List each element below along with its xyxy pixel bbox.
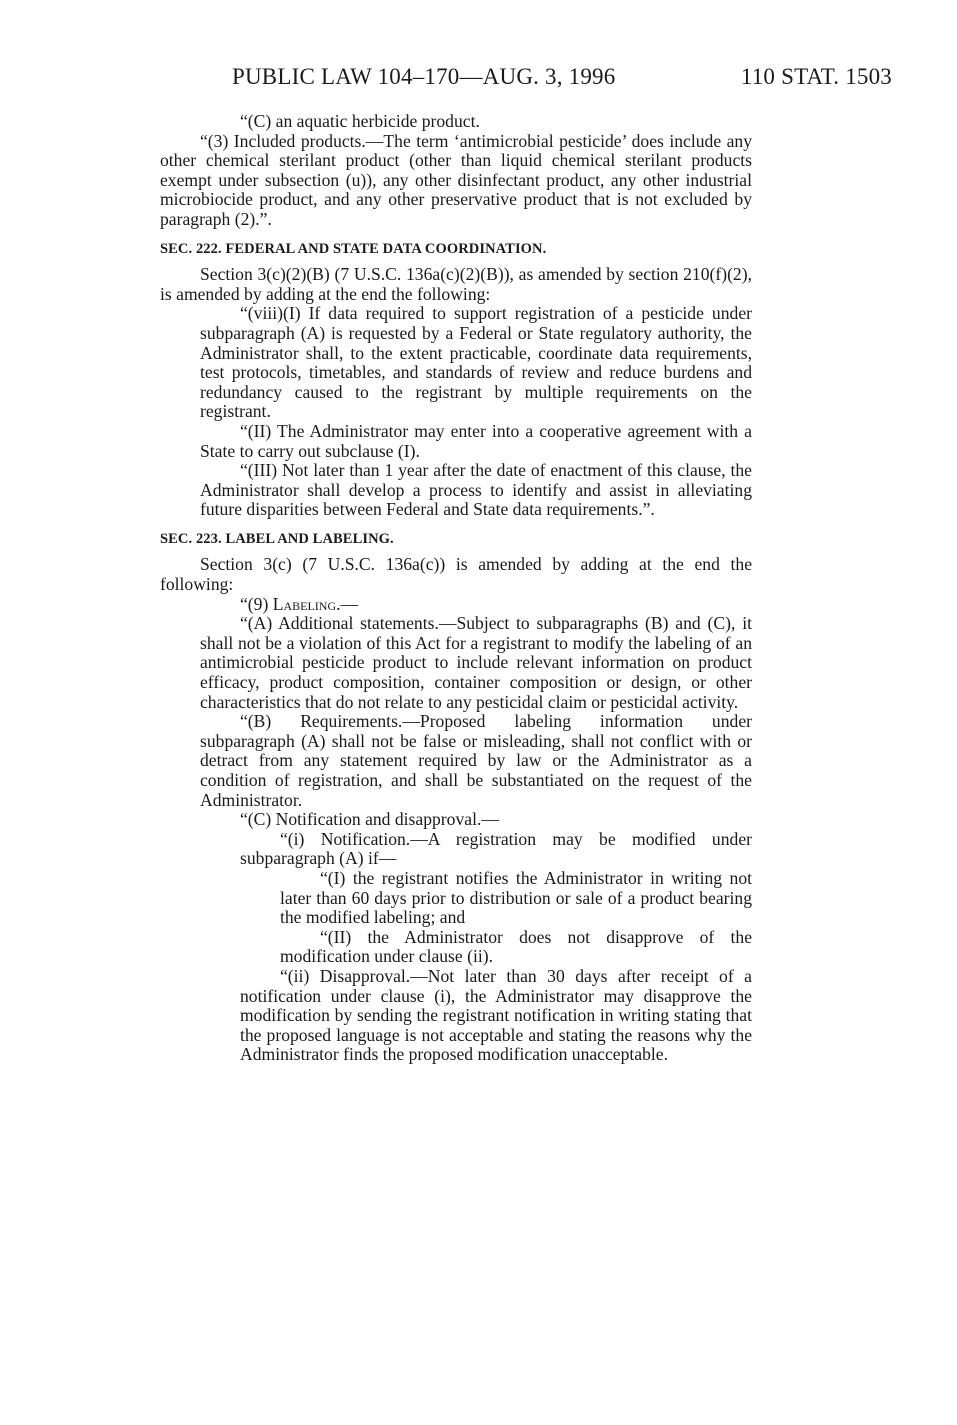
section-222-heading: SEC. 222. FEDERAL AND STATE DATA COORDINATION. <box>160 240 547 257</box>
subclause-II-administrator-not-disapprove: “(II) the Administrator does not disapprove of the modification under clause (ii). <box>280 926 752 967</box>
clause-viii-II: “(II) The Administrator may enter into a cooperative agreement with a State to carry out subclause (I). <box>200 420 752 461</box>
header-statute-page: 110 STAT. 1503 <box>740 64 892 89</box>
section-222-intro: Section 3(c)(2)(B) (7 U.S.C. 136a(c)(2)(B)), as amended by section 210(f)(2), is amended by adding at the end the following: <box>160 264 752 304</box>
clause-ii-disapproval: “(ii) Disapproval.—Not later than 30 days after receipt of a notification under clause (i), the Administrator may disapprove the modification by sending the registrant notification in writing stating that the proposed language is not acceptable and stating the reasons why the Administrator finds the proposed modification unacceptable. <box>240 965 752 1065</box>
clause-c-aquatic-herbicide: “(C) an aquatic herbicide product. <box>240 111 480 131</box>
clause-viii-I: “(viii)(I) If data required to support registration of a pesticide under subparagraph (A) is requested by a Federal or State regulatory authority, the Administrator shall, to the extent practicable, coordinate data requirements, test protocols, timetables, and standards of review and reduce burdens and redundancy caused to the registrant by multiple requirements on the registrant. <box>200 303 752 422</box>
clause-i-notification: “(i) Notification.—A registration may be modified under subparagraph (A) if— <box>240 828 752 869</box>
paragraph-3-included-products: “(3) Included products.—The term ‘antimicrobial pesticide’ does include any other chemical sterilant product (other than liquid chemical sterilant products exempt under subsection (u)), any other disinfectant product, any other industrial microbiocide product, and any other preservative product that is not excluded by paragraph (2).”. <box>160 130 752 229</box>
document-body <box>160 112 752 1065</box>
section-223-heading: SEC. 223. LABEL AND LABELING. <box>160 530 394 547</box>
subparagraph-c-notification-disapproval: “(C) Notification and disapproval.— <box>240 809 499 830</box>
subclause-I-registrant-notifies: “(I) the registrant notifies the Administrator in writing not later than 60 days prior to distribution or sale of a product bearing the modified labeling; and <box>280 867 752 928</box>
paragraph-9-labeling: “(9) Labeling.— <box>240 593 359 614</box>
subparagraph-b-requirements: “(B) Requirements.—Proposed labeling information under subparagraph (A) shall not be false or misleading, shall not conflict with or detract from any statement required by law or the Administrator as a condition of registration, and shall be substantiated on the request of the Administrator. <box>200 711 752 810</box>
clause-viii-III: “(III) Not later than 1 year after the date of enactment of this clause, the Administrator shall develop a process to identify and assist in alleviating future disparities between Federal and State data requirements.”. <box>200 460 752 520</box>
section-223-intro: Section 3(c) (7 U.S.C. 136a(c)) is amended by adding at the end the following: <box>160 554 752 595</box>
subparagraph-a-additional-statements: “(A) Additional statements.—Subject to subparagraphs (B) and (C), it shall not be a violation of this Act for a registrant to modify the labeling of an antimicrobial pesticide product to include relevant information on product efficacy, product composition, container composition or design, or other characteristics that do not relate to any pesticidal claim or pesticidal activity. <box>200 613 752 712</box>
header-law-citation: PUBLIC LAW 104–170—AUG. 3, 1996 <box>232 64 616 89</box>
